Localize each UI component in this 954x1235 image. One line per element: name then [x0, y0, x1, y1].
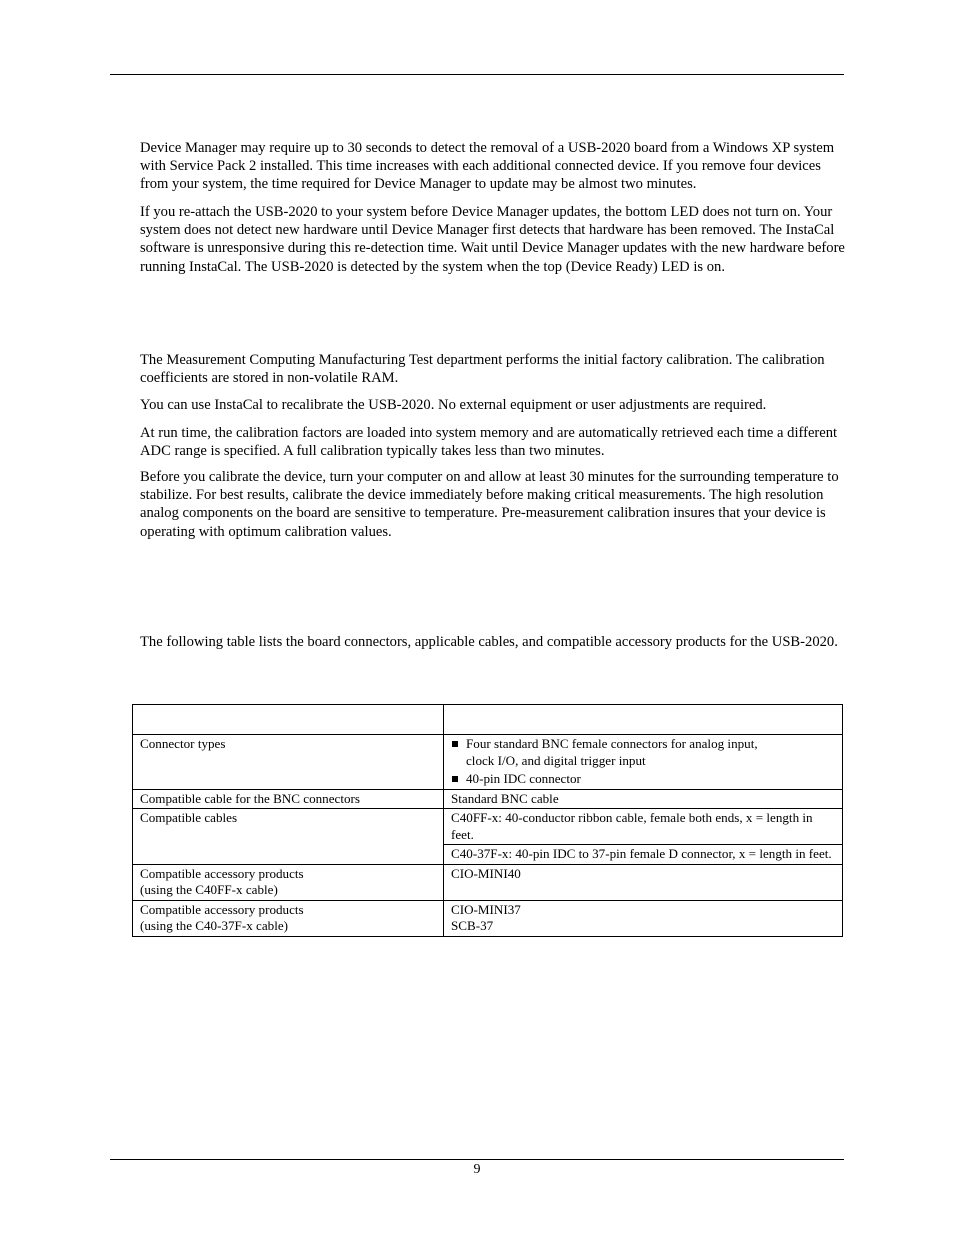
- table-row: [133, 735, 843, 790]
- paragraph-run-time: At run time, the calibration factors are loaded into system memory and are automatically retrieved each time a different ADC range is specified. A full calibration typically takes less than two minutes.: [140, 425, 838, 460]
- table-cell-value: [444, 735, 843, 790]
- table-cell-label: Connector types: [133, 735, 444, 790]
- table-cell-text: SCB-37: [451, 918, 494, 933]
- header-rule: [110, 74, 844, 75]
- paragraph-reattach: If you re-attach the USB-2020 to your system before Device Manager updates, the bottom LED does not turn on. Your system does not detect new hardware until Device Manager first detects that hardware has been removed. The InstaCal software is unresponsive during this re-detection time. Wait until Device Manager updates with the new hardware before running InstaCal. The USB-2020 is detected by the system when the top (Device Ready) LED is on.: [140, 204, 845, 275]
- connector-list: [451, 736, 835, 788]
- connector-table: [132, 704, 843, 937]
- table-header-row: [133, 705, 843, 735]
- table-cell-label: Compatible cable for the BNC connectors: [133, 789, 444, 809]
- table-cell-text: (using the C40FF-x cable): [140, 882, 278, 897]
- table-cell-value: CIO-MINI40: [444, 864, 843, 900]
- table-row: [133, 809, 843, 845]
- paragraph-warmup: Before you calibrate the device, turn your computer on and allow at least 30 minutes for the surrounding temperature to stabilize. For best results, calibrate the device immediately before making critical measurements. The high resolution analog components on the board are sensitive to temperature. Pre-measurement calibration insures that your device is operating with optimum calibration values.: [140, 469, 839, 540]
- table-cell-text: Compatible accessory products: [140, 901, 304, 917]
- table-cell-label: [133, 900, 444, 936]
- list-item-text: Four standard BNC female connectors for analog input,: [466, 736, 758, 751]
- paragraph-instacal-recalibrate: You can use InstaCal to recalibrate the USB-2020. No external equipment or user adjustments are required.: [140, 397, 767, 413]
- table-cell-value: C40FF-x: 40-conductor ribbon cable, female both ends, x = length in feet.: [444, 809, 843, 845]
- table-cell-value: C40-37F-x: 40-pin IDC to 37-pin female D connector, x = length in feet.: [444, 845, 843, 865]
- list-item-text: clock I/O, and digital trigger input: [466, 752, 646, 768]
- paragraph-device-manager-removal: Device Manager may require up to 30 seconds to detect the removal of a USB-2020 board from a Windows XP system with Service Pack 2 installed. This time increases with each additional connected device. If you remove four devices from your system, the time required for Device Manager to update may be almost two minutes.: [140, 140, 835, 193]
- square-bullet-icon: [452, 741, 458, 747]
- table-cell-text: (using the C40-37F-x cable): [140, 918, 289, 933]
- page-number: 9: [473, 1162, 481, 1177]
- table-cell-value: [444, 900, 843, 936]
- table-header-cell: [133, 705, 444, 735]
- paragraph-table-intro: The following table lists the board connectors, applicable cables, and compatible accessory products for the USB-2020.: [140, 634, 838, 650]
- table-row: [133, 864, 843, 900]
- table-cell-label: [133, 864, 444, 900]
- square-bullet-icon: [452, 776, 458, 782]
- table-header-cell: [444, 705, 843, 735]
- footer-rule: [110, 1159, 844, 1160]
- list-item-text: 40-pin IDC connector: [466, 771, 581, 786]
- table-cell-value: Standard BNC cable: [444, 789, 843, 809]
- paragraph-factory-calibration: The Measurement Computing Manufacturing Test department performs the initial factory calibration. The calibration coefficients are stored in non-volatile RAM.: [140, 352, 825, 387]
- table-row: [133, 789, 843, 809]
- table-cell-label: Compatible cables: [133, 809, 444, 865]
- list-item: [451, 736, 835, 769]
- table-cell-text: CIO-MINI37: [451, 901, 521, 917]
- table-row: [133, 900, 843, 936]
- list-item: [451, 771, 835, 788]
- table-cell-text: Compatible accessory products: [140, 865, 304, 881]
